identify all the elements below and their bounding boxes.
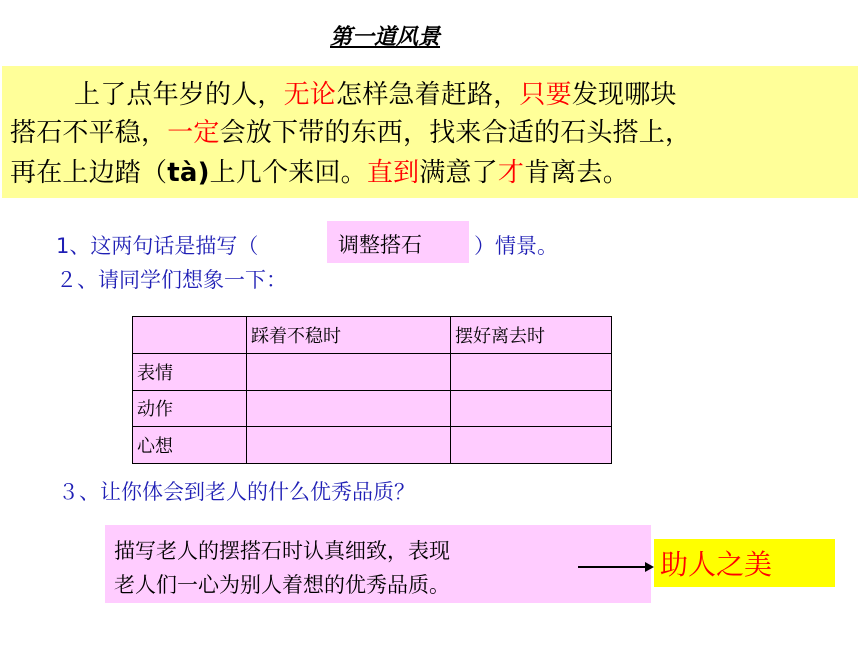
question-1-prefix: 1、这两句话是描写（: [56, 234, 259, 258]
question-1-suffix: ）情景。: [474, 234, 558, 258]
question-2: ２、请同学们想象一下：: [56, 268, 287, 292]
imagination-table: [132, 316, 612, 464]
passage-line-3: 再在上边踏（tà)上几个来回。直到满意了才肯离去。: [10, 158, 629, 188]
question-3: ３、让你体会到老人的什么优秀品质？: [58, 480, 415, 504]
table-header-cell: 踩着不稳时: [247, 317, 451, 354]
arrow-right-icon: [645, 562, 654, 572]
answer-3-line-1: 描写老人的摆搭石时认真细致，表现: [114, 539, 450, 563]
table-row: [133, 353, 612, 390]
table-header-row: [133, 317, 612, 354]
row-label: 表情: [133, 353, 247, 390]
table-header-cell: [133, 317, 247, 354]
slide-title: 第一道风景: [330, 25, 441, 50]
answer-text: 调整搭石: [338, 233, 422, 257]
row-label: 动作: [133, 390, 247, 427]
table-cell[interactable]: [451, 390, 612, 427]
passage-line-1: 上了点年岁的人，无论怎样急着赶路，只要发现哪块: [74, 80, 677, 110]
answer-3-line-2: 老人们一心为别人着想的优秀品质。: [114, 573, 450, 597]
table-cell[interactable]: [247, 353, 451, 390]
table-cell[interactable]: [247, 390, 451, 427]
table-header-cell: 摆好离去时: [451, 317, 612, 354]
table-cell[interactable]: [247, 427, 451, 464]
virtue-text: 助人之美: [660, 548, 773, 581]
table-row: [133, 427, 612, 464]
table-cell[interactable]: [451, 427, 612, 464]
table-cell[interactable]: [451, 353, 612, 390]
arrow-line: [578, 566, 648, 568]
row-label: 心想: [133, 427, 247, 464]
table-row: [133, 390, 612, 427]
passage-line-2: 搭石不平稳，一定会放下带的东西，找来合适的石头搭上，: [10, 118, 692, 148]
